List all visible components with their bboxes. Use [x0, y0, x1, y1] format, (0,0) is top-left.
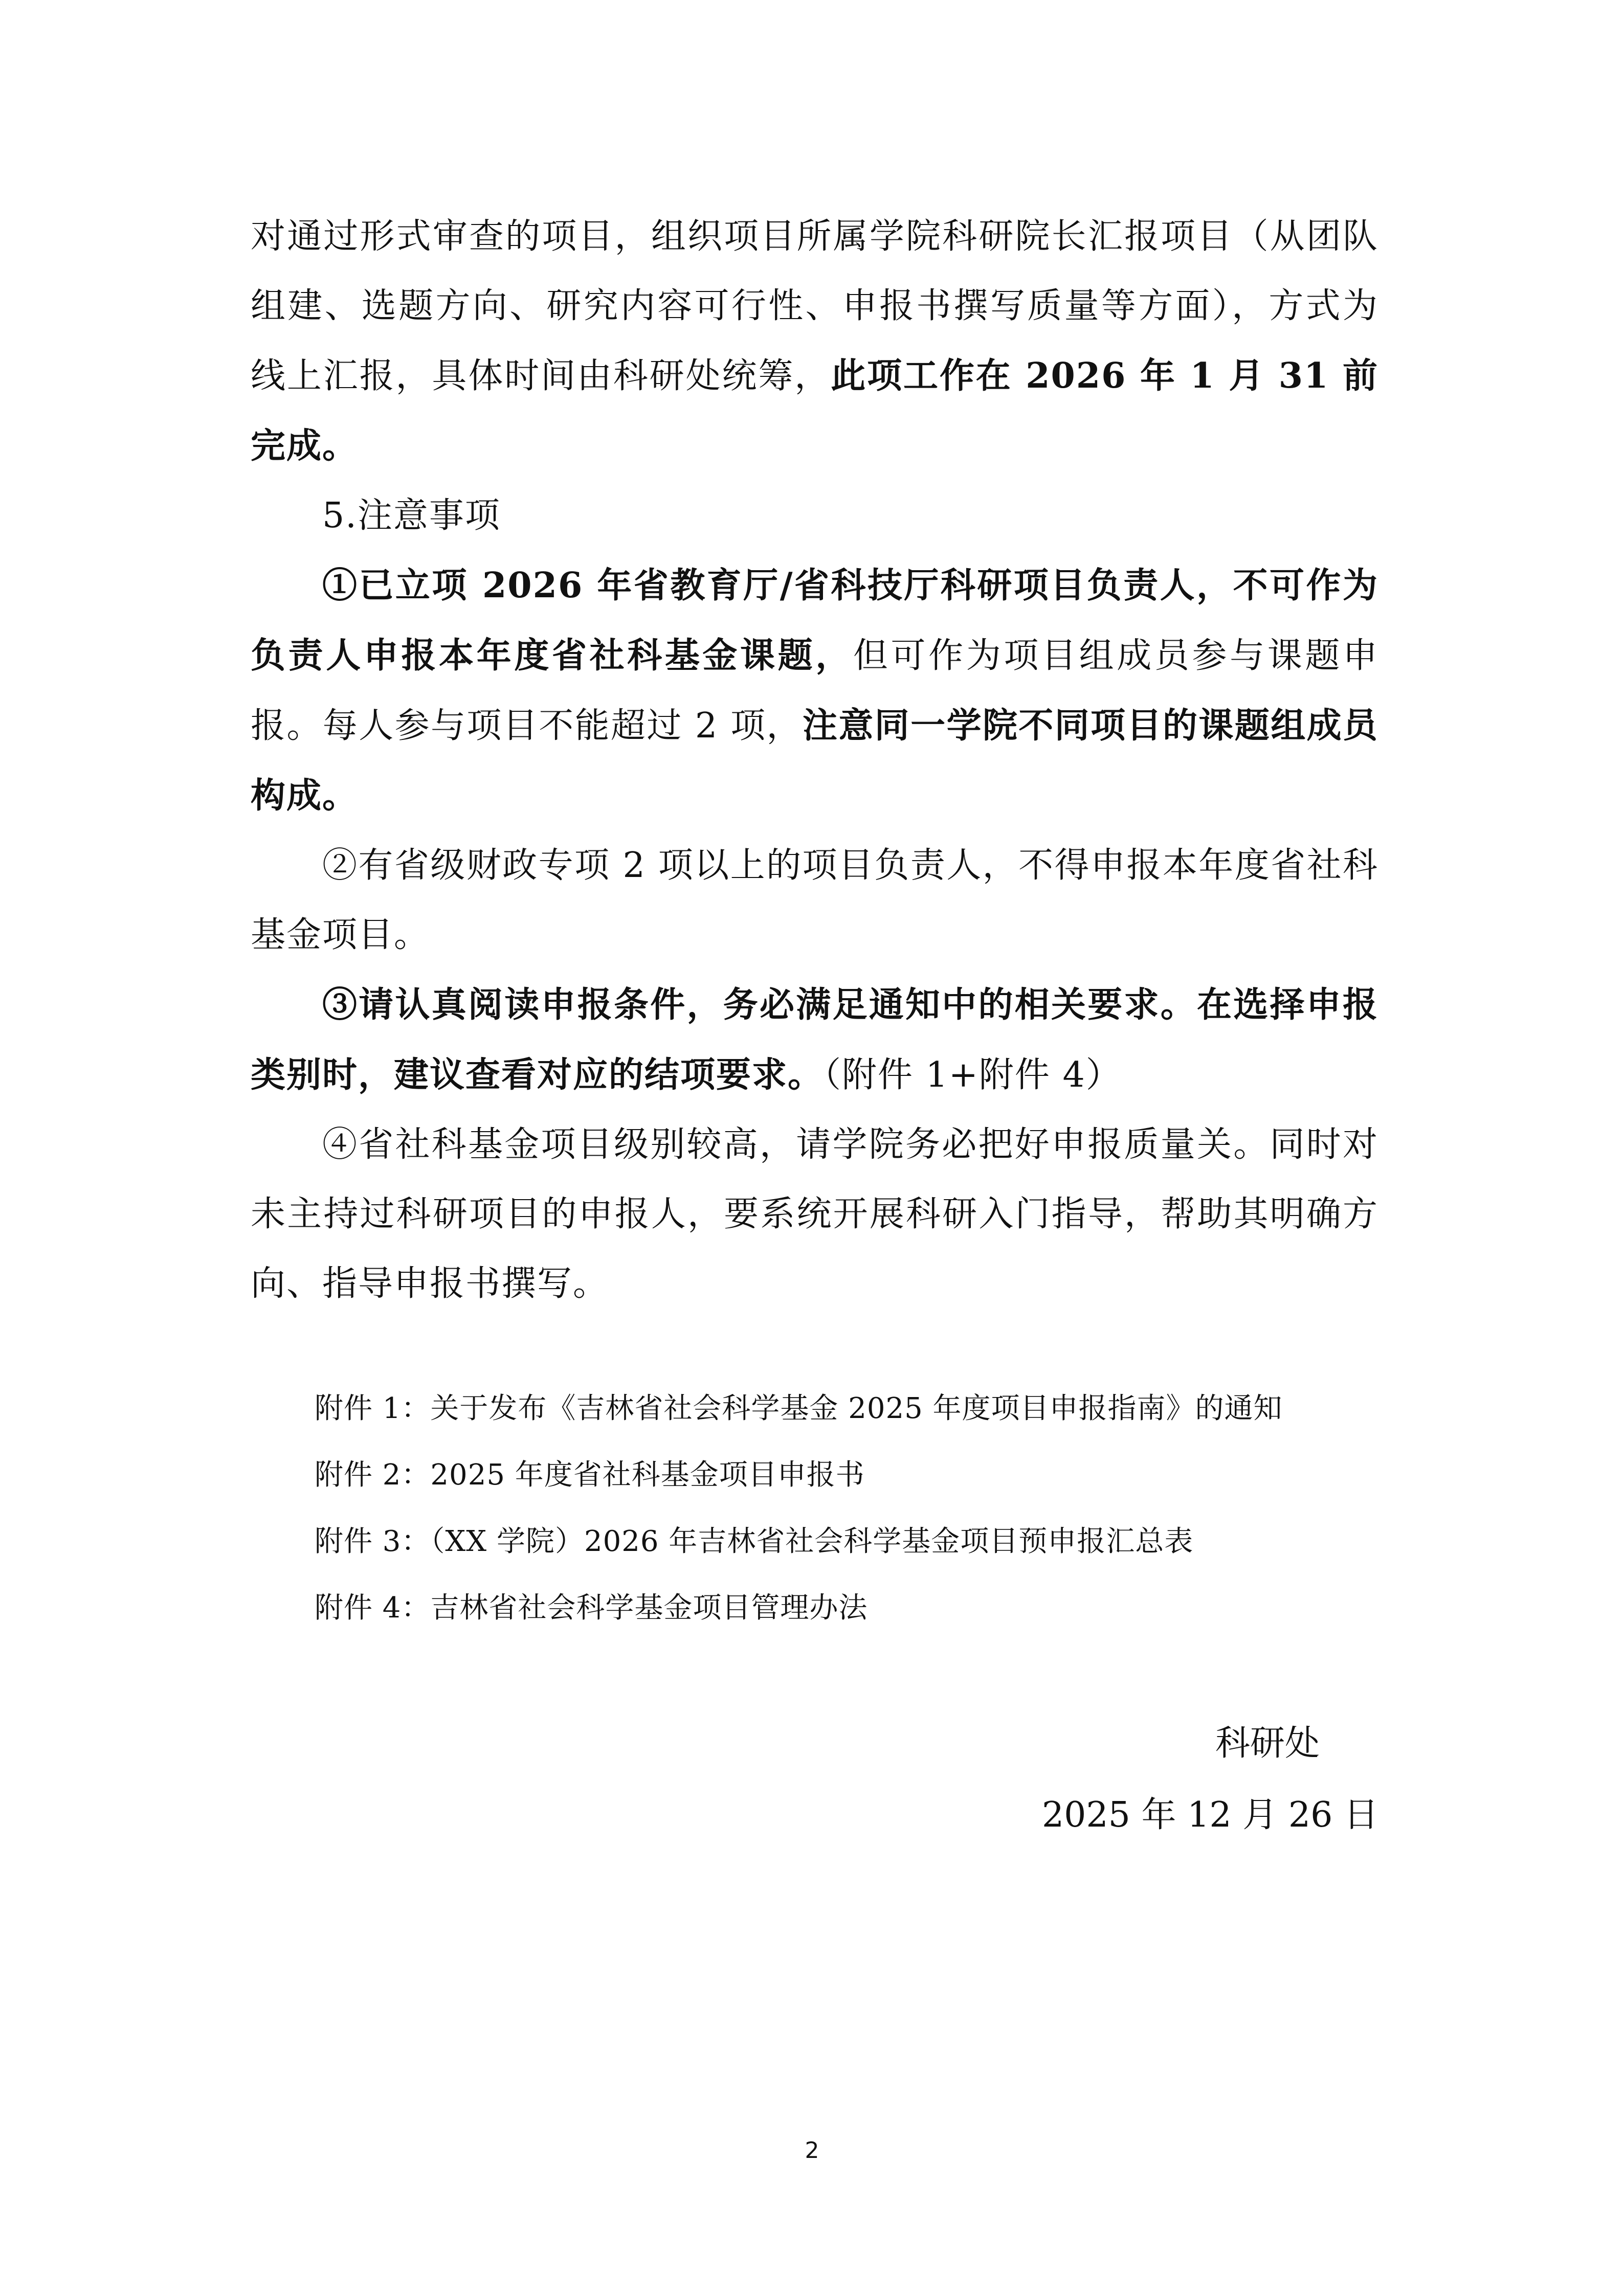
body-text [251, 202, 1378, 1319]
note-item-1 [251, 551, 1378, 831]
signature-date: 2025 年 12 月 26 日 [1041, 1795, 1378, 1835]
note-item-3 [251, 970, 1378, 1110]
attachment-item-3: 附件 3：（XX 学院）2026 年吉林省社会科学基金项目预申报汇总表 [315, 1525, 1194, 1558]
attachment-item-2: 附件 2：2025 年度省社科基金项目申报书 [315, 1458, 865, 1492]
attachment-item-1: 附件 1：关于发布《吉林省社会科学基金 2025 年度项目申报指南》的通知 [315, 1392, 1283, 1425]
note-item-4: ④省社科基金项目级别较高，请学院务必把好申报质量关。同时对未主持过科研项目的申报人，要系统开展科研入门指导，帮助其明确方向、指导申报书撰写。 [251, 1124, 1378, 1304]
page-number: 2 [805, 2137, 819, 2164]
signature-block [1042, 1708, 1378, 1851]
note-item-1-bold-b: 注意同一学院不同项目的课题组成员构成。 [251, 705, 1378, 816]
note-item-2: ②有省级财政专项 2 项以上的项目负责人，不得申报本年度省社科基金项目。 [251, 845, 1378, 955]
note-item-3-text: （附件 1+附件 4） [824, 1055, 1122, 1095]
paragraph-review-deadline: 此项工作在 2026 年 1 月 31 前完成。 [251, 355, 1378, 466]
attachment-list [315, 1376, 1389, 1641]
section-heading-notes: 5.注意事项 [322, 496, 501, 536]
note-item-1-text: 但可作为项目组成员参与课题申报。每人参与项目不能超过 2 项， [251, 636, 1378, 746]
attachment-item-4: 附件 4：吉林省社会科学基金项目管理办法 [315, 1591, 868, 1625]
note-item-3-bold: ③请认真阅读申报条件，务必满足通知中的相关要求。在选择申报类别时，建议查看对应的结项要求。 [251, 984, 1378, 1095]
paragraph-review [251, 202, 1378, 481]
note-item-1-bold-a: ①已立项 2026 年省教育厅/省科技厅科研项目负责人，不可作为负责人申报本年度省社科基金课题， [251, 565, 1378, 676]
paragraph-review-text: 对通过形式审查的项目，组织项目所属学院科研院长汇报项目（从团队组建、选题方向、研究内容可行性、申报书撰写质量等方面），方式为线上汇报，具体时间由科研处统筹， [251, 216, 1378, 396]
signature-org: 科研处 [1215, 1723, 1320, 1764]
